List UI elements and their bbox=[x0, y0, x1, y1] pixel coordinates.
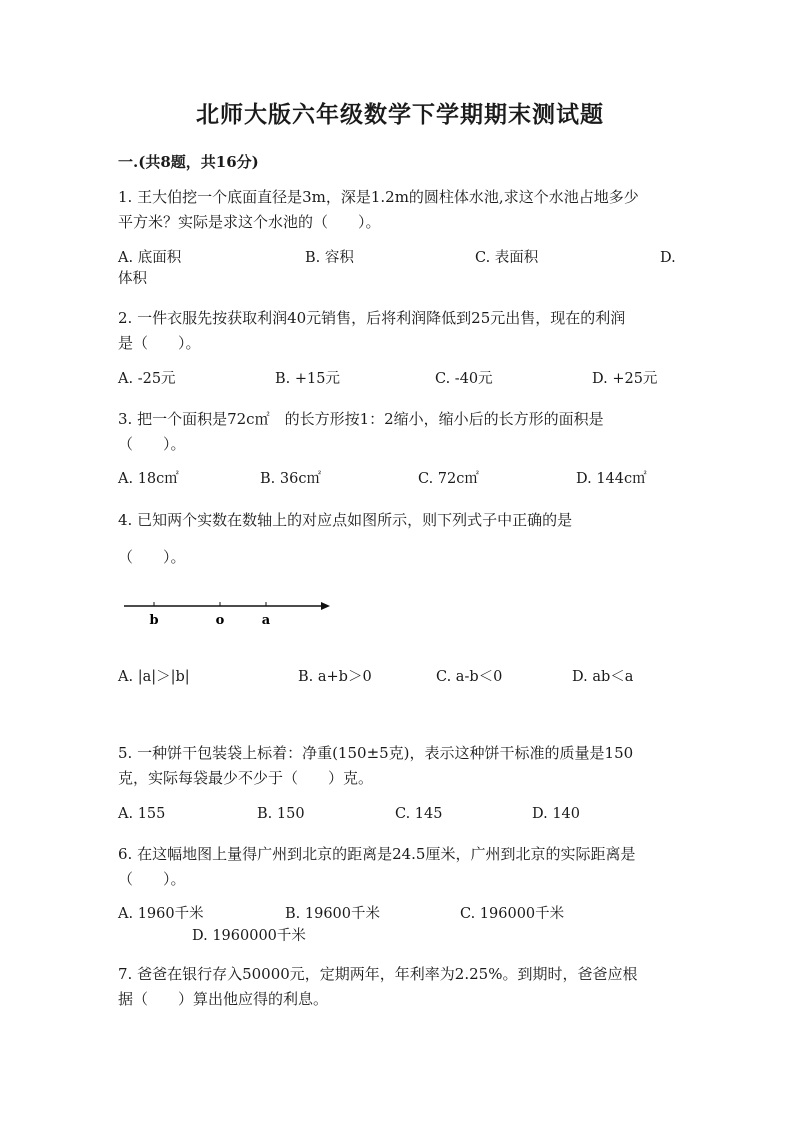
question-2 bbox=[118, 306, 688, 356]
section-heading: 一.(共8题，共16分) bbox=[118, 153, 259, 171]
q5-option-c: C. 145 bbox=[395, 806, 443, 822]
q2-option-d: D. +25元 bbox=[592, 371, 658, 387]
question-5 bbox=[118, 741, 688, 791]
q5-option-b: B. 150 bbox=[257, 806, 305, 822]
q5-option-d: D. 140 bbox=[532, 806, 581, 822]
question-5-line-2: 克，实际每袋最少不少于（ ）克。 bbox=[118, 769, 374, 787]
question-3 bbox=[118, 407, 688, 457]
question-4-line-1: 4. 已知两个实数在数轴上的对应点如图所示，则下列式子中正确的是 bbox=[118, 511, 573, 529]
q6-option-a: A. 1960千米 bbox=[118, 906, 204, 922]
q1-option-c: C. 表面积 bbox=[475, 250, 539, 266]
q2-option-b: B. +15元 bbox=[275, 371, 340, 387]
question-6-line-1: 6. 在这幅地图上量得广州到北京的距离是24.5厘米，广州到北京的实际距离是 bbox=[118, 845, 636, 863]
question-6 bbox=[118, 842, 688, 892]
q4-option-a: A. |a|＞|b| bbox=[118, 669, 190, 685]
question-7 bbox=[118, 962, 688, 1012]
q6-option-b: B. 19600千米 bbox=[285, 906, 381, 922]
question-2-line-2: 是（ ）。 bbox=[118, 334, 201, 352]
page-title: 北师大版六年级数学下学期期末测试题 bbox=[196, 101, 604, 128]
question-3-line-2: （ ）。 bbox=[118, 435, 186, 453]
question-1 bbox=[118, 185, 688, 235]
q2-option-c: C. -40元 bbox=[435, 371, 493, 387]
question-5-line-1: 5. 一种饼干包装袋上标着：净重(150±5克)，表示这种饼干标准的质量是150 bbox=[118, 744, 634, 762]
question-2-line-1: 2. 一件衣服先按获取利润40元销售，后将利润降低到25元出售，现在的利润 bbox=[118, 309, 626, 327]
question-4 bbox=[118, 508, 688, 570]
q6-option-d: D. 1960000千米 bbox=[192, 928, 306, 944]
q1-option-d: D. bbox=[660, 250, 676, 266]
question-1-line-2: 平方米？实际是求这个水池的（ ）。 bbox=[118, 213, 381, 231]
question-3-line-1: 3. 把一个面积是72c㎡ 的长方形按1：2缩小，缩小后的长方形的面积是 bbox=[118, 410, 604, 428]
question-7-line-2: 据（ ）算出他应得的利息。 bbox=[118, 990, 329, 1008]
label-b: b bbox=[149, 613, 159, 628]
q1-option-a: A. 底面积 bbox=[118, 250, 182, 266]
question-4-line-2: （ ）。 bbox=[118, 548, 186, 566]
label-o: o bbox=[215, 613, 225, 628]
q6-option-c: C. 196000千米 bbox=[460, 906, 565, 922]
q3-option-a: A. 18c㎡ bbox=[118, 471, 179, 487]
q4-option-b: B. a+b＞0 bbox=[298, 669, 372, 685]
q3-option-b: B. 36c㎡ bbox=[260, 471, 321, 487]
q3-option-d: D. 144c㎡ bbox=[576, 471, 647, 487]
q1-option-d-text: 体积 bbox=[118, 271, 147, 287]
q3-option-c: C. 72c㎡ bbox=[418, 471, 479, 487]
label-a: a bbox=[261, 613, 271, 628]
number-line-figure bbox=[118, 596, 338, 630]
question-6-line-2: （ ）。 bbox=[118, 870, 186, 888]
q1-option-b: B. 容积 bbox=[305, 250, 354, 266]
q5-option-a: A. 155 bbox=[118, 806, 166, 822]
q4-option-d: D. ab＜a bbox=[572, 669, 634, 685]
question-7-line-1: 7. 爸爸在银行存入50000元，定期两年，年利率为2.25%。到期时，爸爸应根 bbox=[118, 965, 638, 983]
question-1-line-1: 1. 王大伯挖一个底面直径是3m，深是1.2m的圆柱体水池,求这个水池占地多少 bbox=[118, 188, 639, 206]
number-line-arrow bbox=[321, 602, 330, 610]
q2-option-a: A. -25元 bbox=[118, 371, 176, 387]
q4-option-c: C. a-b＜0 bbox=[436, 669, 503, 685]
